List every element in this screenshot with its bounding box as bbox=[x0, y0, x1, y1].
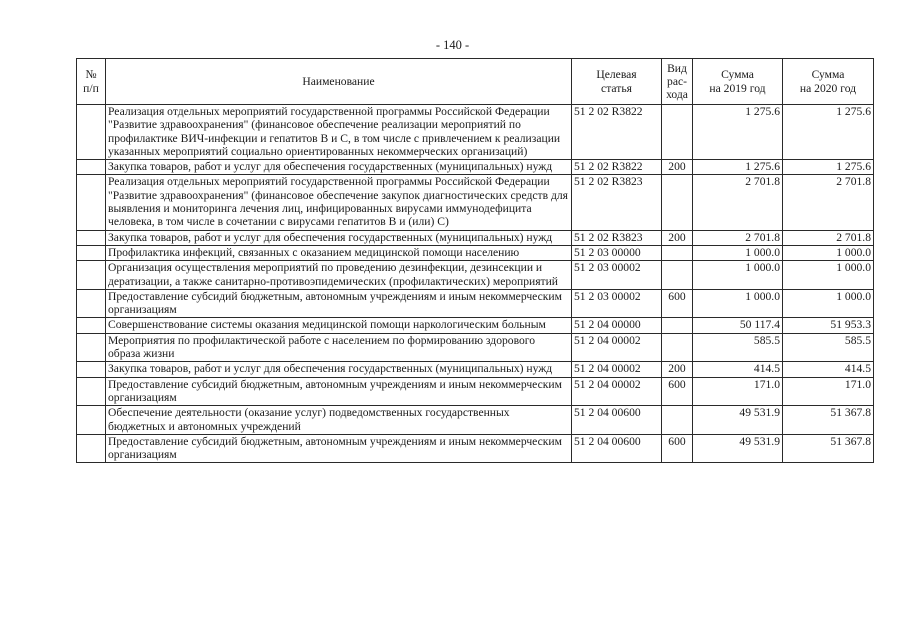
row-sum-2019: 585.5 bbox=[693, 333, 783, 362]
row-sum-2019: 50 117.4 bbox=[693, 318, 783, 333]
header-type-line: хода bbox=[666, 88, 688, 102]
row-name: Совершенствование системы оказания медицинской помощи наркологическим больным bbox=[106, 318, 572, 333]
row-target-article: 51 2 02 R3822 bbox=[572, 105, 662, 160]
row-name: Обеспечение деятельности (оказание услуг) подведомственных государственных бюджетных и автономных учреждений bbox=[106, 406, 572, 435]
table-row bbox=[77, 261, 874, 290]
header-sum-2020 bbox=[783, 59, 874, 105]
row-number bbox=[77, 261, 106, 290]
header-code-line: Целевая bbox=[596, 68, 637, 82]
table-row bbox=[77, 333, 874, 362]
row-number bbox=[77, 377, 106, 406]
row-sum-2020: 51 367.8 bbox=[783, 434, 874, 463]
row-name: Закупка товаров, работ и услуг для обеспечения государственных (муниципальных) нужд bbox=[106, 362, 572, 377]
table-row bbox=[77, 362, 874, 377]
row-number bbox=[77, 318, 106, 333]
header-name bbox=[106, 59, 572, 105]
row-number bbox=[77, 333, 106, 362]
table-body bbox=[77, 105, 874, 463]
header-code bbox=[572, 59, 662, 105]
row-target-article: 51 2 02 R3823 bbox=[572, 175, 662, 230]
row-sum-2020: 585.5 bbox=[783, 333, 874, 362]
row-name: Профилактика инфекций, связанных с оказанием медицинской помощи населению bbox=[106, 245, 572, 260]
header-num bbox=[77, 59, 106, 105]
header-name-line: Наименование bbox=[302, 74, 375, 88]
row-target-article: 51 2 04 00002 bbox=[572, 333, 662, 362]
row-target-article: 51 2 02 R3823 bbox=[572, 230, 662, 245]
row-number bbox=[77, 289, 106, 318]
row-sum-2020: 171.0 bbox=[783, 377, 874, 406]
page-number: - 140 - bbox=[435, 38, 470, 52]
row-sum-2020: 2 701.8 bbox=[783, 175, 874, 230]
row-sum-2020: 1 000.0 bbox=[783, 245, 874, 260]
row-target-article: 51 2 03 00002 bbox=[572, 261, 662, 290]
row-sum-2019: 1 275.6 bbox=[693, 160, 783, 175]
row-name: Реализация отдельных мероприятий государственной программы Российской Федерации "Развитие здравоохранения" (финансовое обеспечение реализации мероприятий по профилактике ВИЧ-инфекции и гепатитов В и С, в том числе с привлечением к реализации указанных мероприятий социально ориентированных некоммерческих организаций) bbox=[106, 105, 572, 160]
row-expense-type bbox=[662, 105, 693, 160]
header-num-line: п/п bbox=[83, 81, 99, 95]
row-sum-2019: 2 701.8 bbox=[693, 230, 783, 245]
budget-table bbox=[76, 58, 874, 463]
row-sum-2019: 2 701.8 bbox=[693, 175, 783, 230]
row-sum-2019: 1 000.0 bbox=[693, 245, 783, 260]
table-row bbox=[77, 406, 874, 435]
row-name: Предоставление субсидий бюджетным, автономным учреждениям и иным некоммерческим организациям bbox=[106, 377, 572, 406]
row-sum-2020: 1 275.6 bbox=[783, 160, 874, 175]
row-expense-type bbox=[662, 175, 693, 230]
row-expense-type: 200 bbox=[662, 362, 693, 377]
row-sum-2020: 414.5 bbox=[783, 362, 874, 377]
row-target-article: 51 2 04 00002 bbox=[572, 362, 662, 377]
row-number bbox=[77, 245, 106, 260]
header-sum-2020-line: Сумма bbox=[811, 68, 845, 82]
row-expense-type: 200 bbox=[662, 230, 693, 245]
header-type bbox=[662, 59, 693, 105]
table-row bbox=[77, 434, 874, 463]
row-name: Реализация отдельных мероприятий государственной программы Российской Федерации "Развитие здравоохранения" (финансовое обеспечение закупок диагностических средств для выявления и мониторинга лечения лиц, инфицированных вирусами иммунодефицита человека, в том числе в сочетании с вирусами гепатитов В и (или) С) bbox=[106, 175, 572, 230]
row-name: Мероприятия по профилактической работе с населением по формированию здорового образа жизни bbox=[106, 333, 572, 362]
row-sum-2019: 1 000.0 bbox=[693, 261, 783, 290]
row-target-article: 51 2 04 00000 bbox=[572, 318, 662, 333]
row-expense-type: 600 bbox=[662, 289, 693, 318]
row-expense-type: 600 bbox=[662, 377, 693, 406]
table-row bbox=[77, 245, 874, 260]
header-code-line: статья bbox=[601, 81, 632, 95]
row-expense-type bbox=[662, 245, 693, 260]
row-target-article: 51 2 03 00002 bbox=[572, 289, 662, 318]
row-target-article: 51 2 03 00000 bbox=[572, 245, 662, 260]
row-expense-type: 600 bbox=[662, 434, 693, 463]
row-sum-2019: 414.5 bbox=[693, 362, 783, 377]
row-name: Предоставление субсидий бюджетным, автономным учреждениям и иным некоммерческим организациям bbox=[106, 434, 572, 463]
table-header-row bbox=[77, 59, 874, 105]
row-number bbox=[77, 160, 106, 175]
row-expense-type bbox=[662, 261, 693, 290]
table-row bbox=[77, 289, 874, 318]
row-number bbox=[77, 175, 106, 230]
table-row bbox=[77, 105, 874, 160]
row-sum-2019: 171.0 bbox=[693, 377, 783, 406]
row-target-article: 51 2 04 00600 bbox=[572, 406, 662, 435]
row-target-article: 51 2 02 R3822 bbox=[572, 160, 662, 175]
header-sum-2020-line: на 2020 год bbox=[799, 81, 857, 95]
row-expense-type bbox=[662, 406, 693, 435]
header-type-line: рас- bbox=[667, 74, 687, 88]
row-sum-2020: 1 275.6 bbox=[783, 105, 874, 160]
header-type-line: Вид bbox=[667, 61, 687, 75]
row-sum-2020: 51 367.8 bbox=[783, 406, 874, 435]
row-number bbox=[77, 230, 106, 245]
row-number bbox=[77, 406, 106, 435]
row-sum-2019: 49 531.9 bbox=[693, 434, 783, 463]
row-target-article: 51 2 04 00002 bbox=[572, 377, 662, 406]
row-name: Организация осуществления мероприятий по проведению дезинфекции, дезинсекции и дератизации, а также санитарно-противоэпидемических (профилактических) мероприятий bbox=[106, 261, 572, 290]
header-sum-2019 bbox=[693, 59, 783, 105]
row-expense-type bbox=[662, 318, 693, 333]
row-sum-2020: 2 701.8 bbox=[783, 230, 874, 245]
row-name: Закупка товаров, работ и услуг для обеспечения государственных (муниципальных) нужд bbox=[106, 160, 572, 175]
table-row bbox=[77, 160, 874, 175]
row-sum-2019: 1 275.6 bbox=[693, 105, 783, 160]
row-target-article: 51 2 04 00600 bbox=[572, 434, 662, 463]
table-row bbox=[77, 175, 874, 230]
row-name: Предоставление субсидий бюджетным, автономным учреждениям и иным некоммерческим организациям bbox=[106, 289, 572, 318]
row-number bbox=[77, 434, 106, 463]
row-number bbox=[77, 362, 106, 377]
header-sum-2019-line: Сумма bbox=[721, 68, 754, 82]
table-row bbox=[77, 230, 874, 245]
row-sum-2020: 51 953.3 bbox=[783, 318, 874, 333]
table-row bbox=[77, 318, 874, 333]
row-sum-2019: 49 531.9 bbox=[693, 406, 783, 435]
row-number bbox=[77, 105, 106, 160]
row-name: Закупка товаров, работ и услуг для обеспечения государственных (муниципальных) нужд bbox=[106, 230, 572, 245]
row-sum-2020: 1 000.0 bbox=[783, 289, 874, 318]
header-sum-2019-line: на 2019 год bbox=[709, 81, 766, 95]
header-num-line: № bbox=[85, 68, 97, 82]
table-row bbox=[77, 377, 874, 406]
row-sum-2019: 1 000.0 bbox=[693, 289, 783, 318]
row-expense-type bbox=[662, 333, 693, 362]
row-expense-type: 200 bbox=[662, 160, 693, 175]
row-sum-2020: 1 000.0 bbox=[783, 261, 874, 290]
